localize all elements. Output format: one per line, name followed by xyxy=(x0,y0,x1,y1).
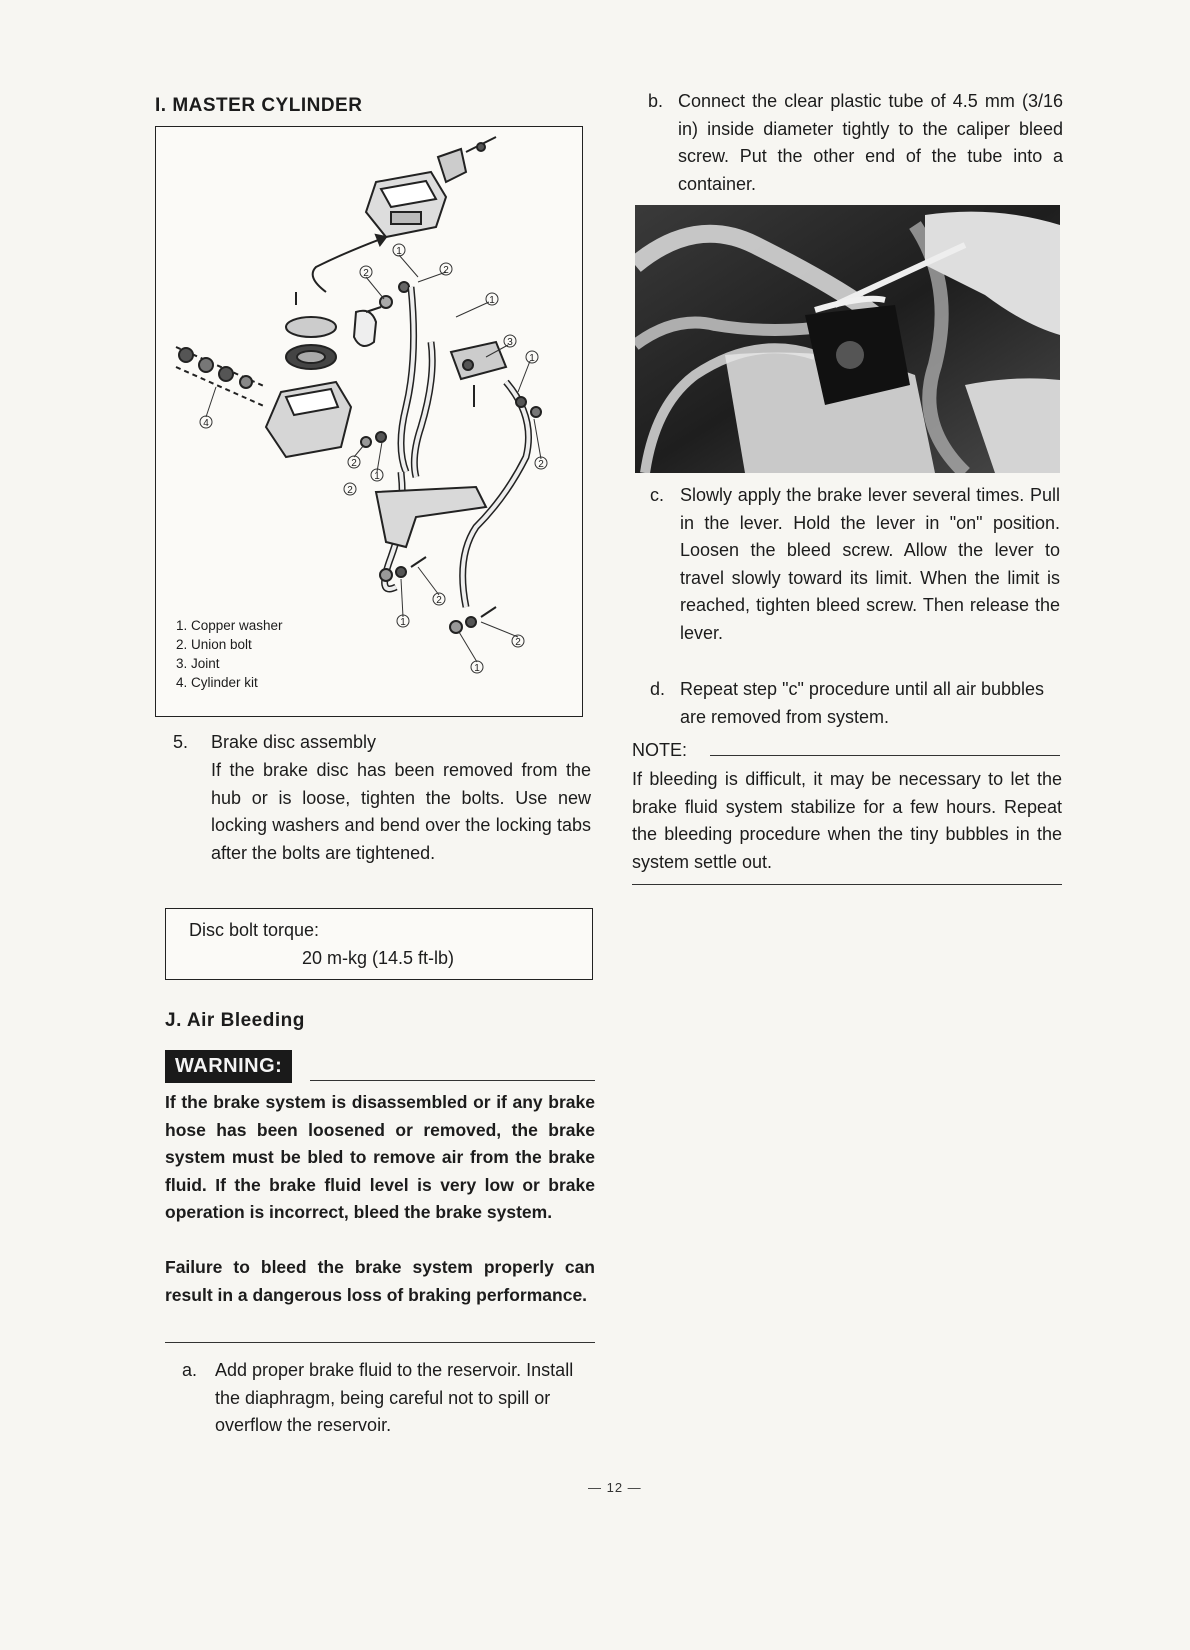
callout-2: 2 xyxy=(347,485,353,496)
torque-spec-box xyxy=(165,908,593,980)
legend-item: 3. Joint xyxy=(176,656,220,671)
callout-2: 2 xyxy=(351,458,357,469)
torque-label: Disc bolt torque: xyxy=(189,920,320,940)
callout-2: 2 xyxy=(443,265,449,276)
callout-1: 1 xyxy=(489,295,495,306)
page-number: — 12 — xyxy=(588,1480,642,1495)
callout-2: 2 xyxy=(363,268,369,279)
bleeding-photo xyxy=(635,205,1060,473)
warning-badge: WARNING: xyxy=(165,1050,292,1083)
warning-text-2: Failure to bleed the brake system properly can result in a dangerous loss of braking performance. xyxy=(165,1257,595,1305)
master-cylinder-diagram xyxy=(155,126,583,717)
callout-3: 3 xyxy=(507,337,513,348)
torque-value: 20 m-kg (14.5 ft-lb) xyxy=(302,948,455,968)
warning-end-rule xyxy=(165,1342,595,1343)
step-5-number: 5. xyxy=(173,732,189,752)
diagram-legend xyxy=(176,616,283,692)
callout-4: 4 xyxy=(203,418,209,429)
step-c-text: Slowly apply the brake lever several times. Pull in the lever. Hold the lever in "on" position. Loosen the bleed screw. Allow the lever to travel slowly toward its limit. When the limit is reached, tighten bleed screw. Then release the lever. xyxy=(680,485,1060,643)
callout-1: 1 xyxy=(474,663,480,674)
step-b-text: Connect the clear plastic tube of 4.5 mm (3/16 in) inside diameter tightly to the caliper bleed screw. Put the other end of the tube into a container. xyxy=(678,91,1063,194)
caliper-bleeding-photo xyxy=(635,205,1060,473)
callout-1: 1 xyxy=(529,353,535,364)
warning-rule xyxy=(310,1080,595,1081)
legend-item: 2. Union bolt xyxy=(176,637,252,652)
legend-item: 1. Copper washer xyxy=(176,618,283,633)
section-title-master-cylinder: I. MASTER CYLINDER xyxy=(155,95,363,116)
callout-2: 2 xyxy=(538,459,544,470)
note-rule xyxy=(710,755,1060,756)
step-b-label: b. xyxy=(648,91,664,111)
step-5-title: Brake disc assembly xyxy=(211,732,377,752)
callout-1: 1 xyxy=(396,246,402,257)
step-d-label: d. xyxy=(650,679,666,699)
step-a-text: Add proper brake fluid to the reservoir. Install the diaphragm, being careful not to spill or overflow the reservoir. xyxy=(215,1360,574,1435)
step-a-label: a. xyxy=(182,1360,198,1380)
callout-2: 2 xyxy=(515,637,521,648)
legend-item: 4. Cylinder kit xyxy=(176,675,258,690)
note-text: If bleeding is difficult, it may be necessary to let the brake fluid system stabilize for a few hours. Repeat the bleeding procedure when the tiny bubbles in the system settle out. xyxy=(632,769,1062,872)
step-d-text: Repeat step "c" procedure until all air bubbles are removed from system. xyxy=(680,679,1044,727)
callout-1: 1 xyxy=(400,617,406,628)
note-label: NOTE: xyxy=(632,740,688,760)
step-5-body: If the brake disc has been removed from the hub or is loose, tighten the bolts. Use new locking washers and bend over the locking tabs after the bolts are tightened. xyxy=(211,760,591,863)
callout-2: 2 xyxy=(436,595,442,606)
section-title-air-bleeding: J. Air Bleeding xyxy=(165,1010,305,1031)
callout-1: 1 xyxy=(374,471,380,482)
warning-text-1: If the brake system is disassembled or if any brake hose has been loosened or removed, the brake system must be bled to remove air from the brake fluid. If the brake fluid level is very low or brake operation is incorrect, bleed the brake system. xyxy=(165,1092,595,1222)
note-end-rule xyxy=(632,884,1062,885)
step-c-label: c. xyxy=(650,485,665,505)
